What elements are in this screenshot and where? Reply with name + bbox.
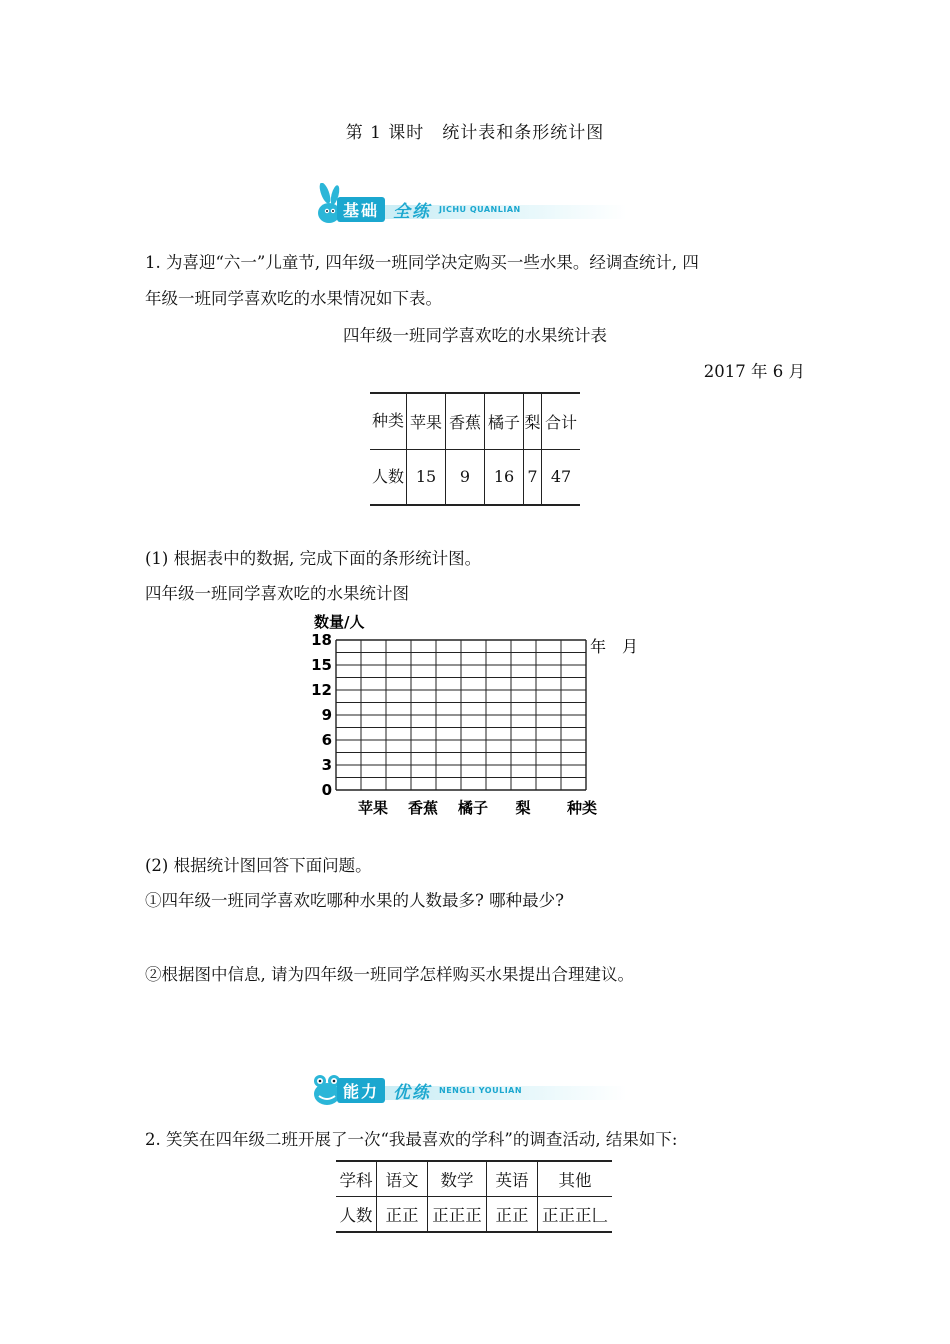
question-1-line-1: 1. 为喜迎“六一”儿童节, 四年级一班同学决定购买一些水果。经调查统计, 四: [145, 253, 699, 272]
banner-basic-english: JICHU QUANLIAN: [439, 204, 521, 214]
table-1-header-cell: 种类: [370, 393, 407, 449]
lesson-title: 第 1 课时 统计表和条形统计图: [345, 123, 605, 143]
chart-caption: 四年级一班同学喜欢吃的水果统计图: [145, 584, 409, 603]
table-1-header-cell: 橘子: [485, 393, 524, 449]
table-2-tally-cell: 正正正𠃊: [538, 1197, 613, 1233]
chart-x-tick-label: 香蕉: [407, 799, 439, 817]
question-1-line-2: 年级一班同学喜欢吃的水果情况如下表。: [145, 289, 442, 308]
table-2-header-cell: 数学: [428, 1161, 487, 1197]
chart-y-axis-label: 数量/人: [314, 613, 365, 631]
table-1-row-label: 人数: [370, 449, 407, 505]
table-1-date: 2017 年 6 月: [703, 362, 805, 381]
table-2-row-label: 人数: [336, 1197, 377, 1233]
chart-y-ticks: [311, 631, 332, 799]
sub-question-2-part-2: ②根据图中信息, 请为四年级一班同学怎样购买水果提出合理建议。: [145, 965, 634, 984]
chart-y-tick-label: 6: [321, 731, 332, 749]
chart-x-ticks: [358, 799, 531, 817]
fruit-bar-chart: [300, 608, 660, 823]
section-banner-ability: [305, 1064, 645, 1110]
banner-basic-label-a: 基础: [337, 197, 385, 222]
table-1-header-cell: 梨: [524, 393, 542, 449]
table-2-header-cell: 语文: [377, 1161, 428, 1197]
question-2-text: 2. 笑笑在四年级二班开展了一次“我最喜欢的学科”的调查活动, 结果如下:: [145, 1130, 678, 1149]
table-2-tally-cell: 正正: [487, 1197, 538, 1233]
table-2-header-cell: 学科: [336, 1161, 377, 1197]
chart-y-tick-label: 3: [321, 756, 332, 774]
table-1-header-cell: 合计: [542, 393, 581, 449]
table-1-title: 四年级一班同学喜欢吃的水果统计表: [343, 326, 607, 345]
sub-question-1: (1) 根据表中的数据, 完成下面的条形统计图。: [145, 549, 482, 568]
sub-question-2-part-1: ①四年级一班同学喜欢吃哪种水果的人数最多? 哪种最少?: [145, 891, 564, 910]
table-1-header-cell: 香蕉: [446, 393, 485, 449]
table-1-value-cell: 15: [407, 449, 446, 505]
chart-y-tick-label: 12: [311, 681, 332, 699]
chart-x-tick-label: 橘子: [457, 799, 489, 817]
table-2-tally-cell: 正正: [377, 1197, 428, 1233]
section-banner-basic: [305, 183, 645, 229]
question-1-text: [145, 245, 825, 317]
chart-x-axis-label: 种类: [567, 799, 598, 817]
sub-question-2: (2) 根据统计图回答下面问题。: [145, 856, 372, 875]
chart-y-tick-label: 15: [311, 656, 332, 674]
chart-y-tick-label: 0: [321, 781, 332, 799]
table-1-value-cell: 9: [446, 449, 485, 505]
table-1-header-cell: 苹果: [407, 393, 446, 449]
chart-date-label: 年 月: [590, 637, 639, 656]
banner-basic-label-b: 全练: [393, 201, 432, 222]
chart-y-tick-label: 18: [311, 631, 332, 649]
fruit-statistics-table: [370, 392, 580, 506]
table-1-value-cell: 16: [485, 449, 524, 505]
chart-x-tick-label: 苹果: [357, 799, 389, 817]
table-2-tally-cell: 正正正: [428, 1197, 487, 1233]
table-1-value-cell: 47: [542, 449, 581, 505]
banner-ability-english: NENGLI YOULIAN: [439, 1085, 523, 1095]
subject-survey-table: [336, 1160, 612, 1233]
table-2-header-cell: 英语: [487, 1161, 538, 1197]
banner-ability-label-a: 能力: [337, 1078, 385, 1103]
chart-grid: [336, 640, 586, 790]
banner-ability-label-b: 优练: [393, 1082, 432, 1103]
table-2-header-cell: 其他: [538, 1161, 613, 1197]
table-1-value-cell: 7: [524, 449, 542, 505]
chart-x-tick-label: 梨: [515, 799, 531, 817]
chart-y-tick-label: 9: [321, 706, 332, 724]
